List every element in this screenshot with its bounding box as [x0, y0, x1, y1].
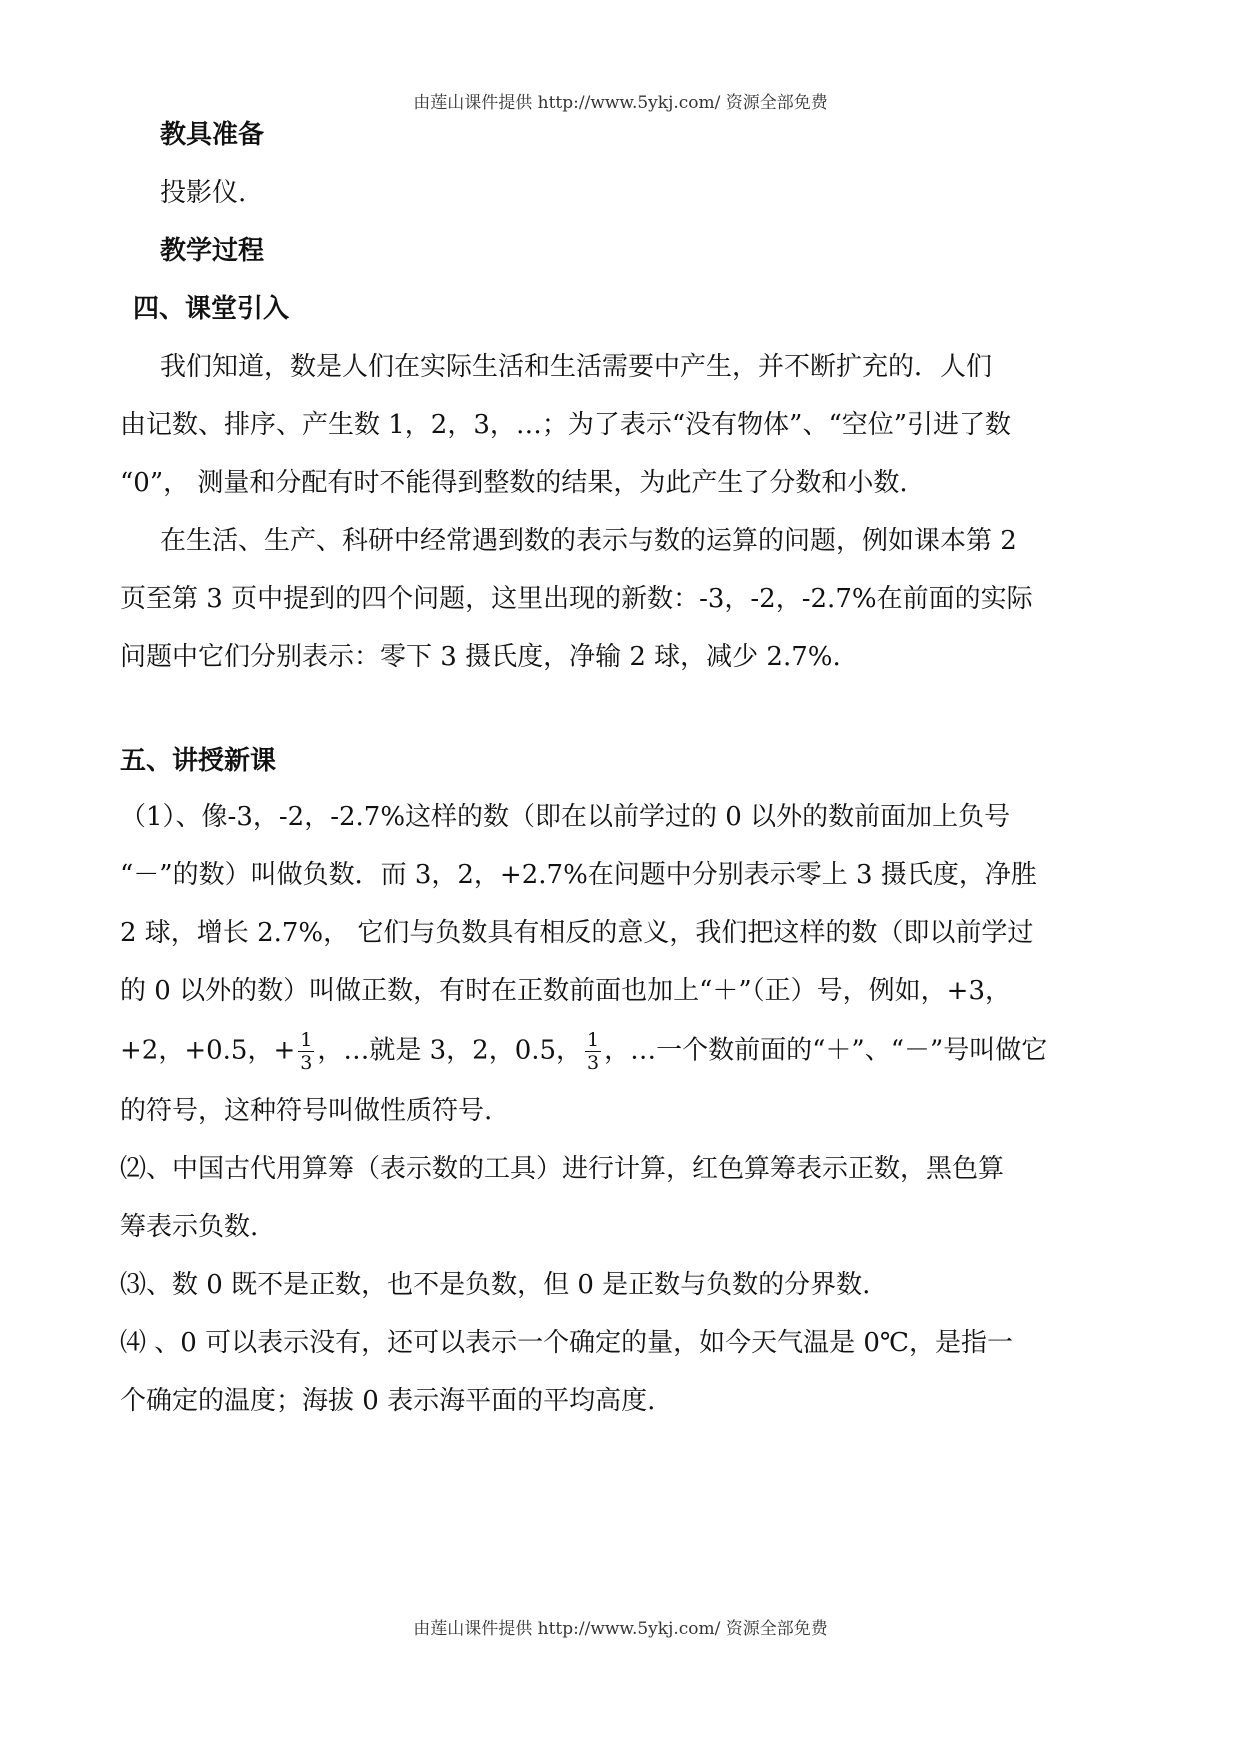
intro-paragraph-1-line-3: “0”， 测量和分配有时不能得到整数的结果，为此产生了分数和小数. [120, 468, 908, 498]
fraction-denominator: 3 [587, 1052, 600, 1074]
intro-paragraph-2-line-1: 在生活、生产、科研中经常遇到数的表示与数的运算的问题，例如课本第 2 [160, 526, 1017, 556]
item-1-line-5-part-b: ，…就是 3，2，0.5， [317, 1035, 583, 1066]
item-1-line-2: “－”的数）叫做负数．而 3，2，+2.7%在问题中分别表示零上 3 摄氏度，净胜 [120, 860, 1037, 890]
fraction-one-third [298, 1029, 314, 1074]
teaching-process-heading: 教学过程 [160, 236, 265, 266]
fraction-numerator: 1 [587, 1029, 600, 1051]
page-footer: 由莲山课件提供 http://www.5ykj.com/ 资源全部免费 [413, 1619, 828, 1639]
new-lesson-heading: 五、讲授新课 [120, 746, 277, 776]
item-2-line-2: 筹表示负数. [120, 1212, 259, 1242]
intro-paragraph-2-line-3: 问题中它们分别表示：零下 3 摄氏度，净输 2 球，减少 2.7%. [120, 642, 841, 672]
fraction-one-third [585, 1029, 601, 1074]
item-1-line-5-part-c: ，…一个数前面的“＋”、“－”号叫做它 [604, 1035, 1048, 1066]
item-1-line-1: （1）、像-3，-2，-2.7%这样的数（即在以前学过的 0 以外的数前面加上负号 [120, 802, 1011, 832]
intro-paragraph-1-line-1: 我们知道，数是人们在实际生活和生活需要中产生，并不断扩充的．人们 [160, 352, 993, 382]
intro-paragraph-2-line-2: 页至第 3 页中提到的四个问题，这里出现的新数：-3，-2，-2.7%在前面的实际 [120, 584, 1033, 614]
intro-paragraph-1-line-2: 由记数、排序、产生数 1，2，3，…；为了表示“没有物体”、“空位”引进了数 [120, 410, 1012, 440]
teaching-aids-heading: 教具准备 [160, 120, 265, 150]
teaching-aids-body: 投影仪. [160, 178, 247, 208]
item-4-line-1: ⑷ 、0 可以表示没有，还可以表示一个确定的量，如今天气温是 0℃，是指一 [120, 1328, 1013, 1358]
intro-section-heading: 四、课堂引入 [133, 294, 290, 324]
item-1-line-6: 的符号，这种符号叫做性质符号. [120, 1096, 493, 1126]
item-1-line-3: 2 球，增长 2.7%， 它们与负数具有相反的意义，我们把这样的数（即以前学过 [120, 918, 1034, 948]
fraction-numerator: 1 [300, 1029, 313, 1051]
page-header: 由莲山课件提供 http://www.5ykj.com/ 资源全部免费 [413, 93, 828, 113]
item-1-line-5 [120, 1029, 1047, 1074]
item-2-line-1: ⑵、中国古代用算筹（表示数的工具）进行计算，红色算筹表示正数，黑色算 [120, 1154, 1005, 1184]
item-1-line-5-part-a: +2，+0.5，+ [120, 1035, 296, 1066]
item-4-line-2: 个确定的温度；海拔 0 表示海平面的平均高度. [120, 1386, 656, 1416]
item-3-line: ⑶、数 0 既不是正数，也不是负数，但 0 是正数与负数的分界数. [120, 1270, 871, 1300]
fraction-denominator: 3 [300, 1052, 313, 1074]
item-1-line-4: 的 0 以外的数）叫做正数，有时在正数前面也加上“＋”（正）号，例如，+3， [120, 976, 1011, 1006]
